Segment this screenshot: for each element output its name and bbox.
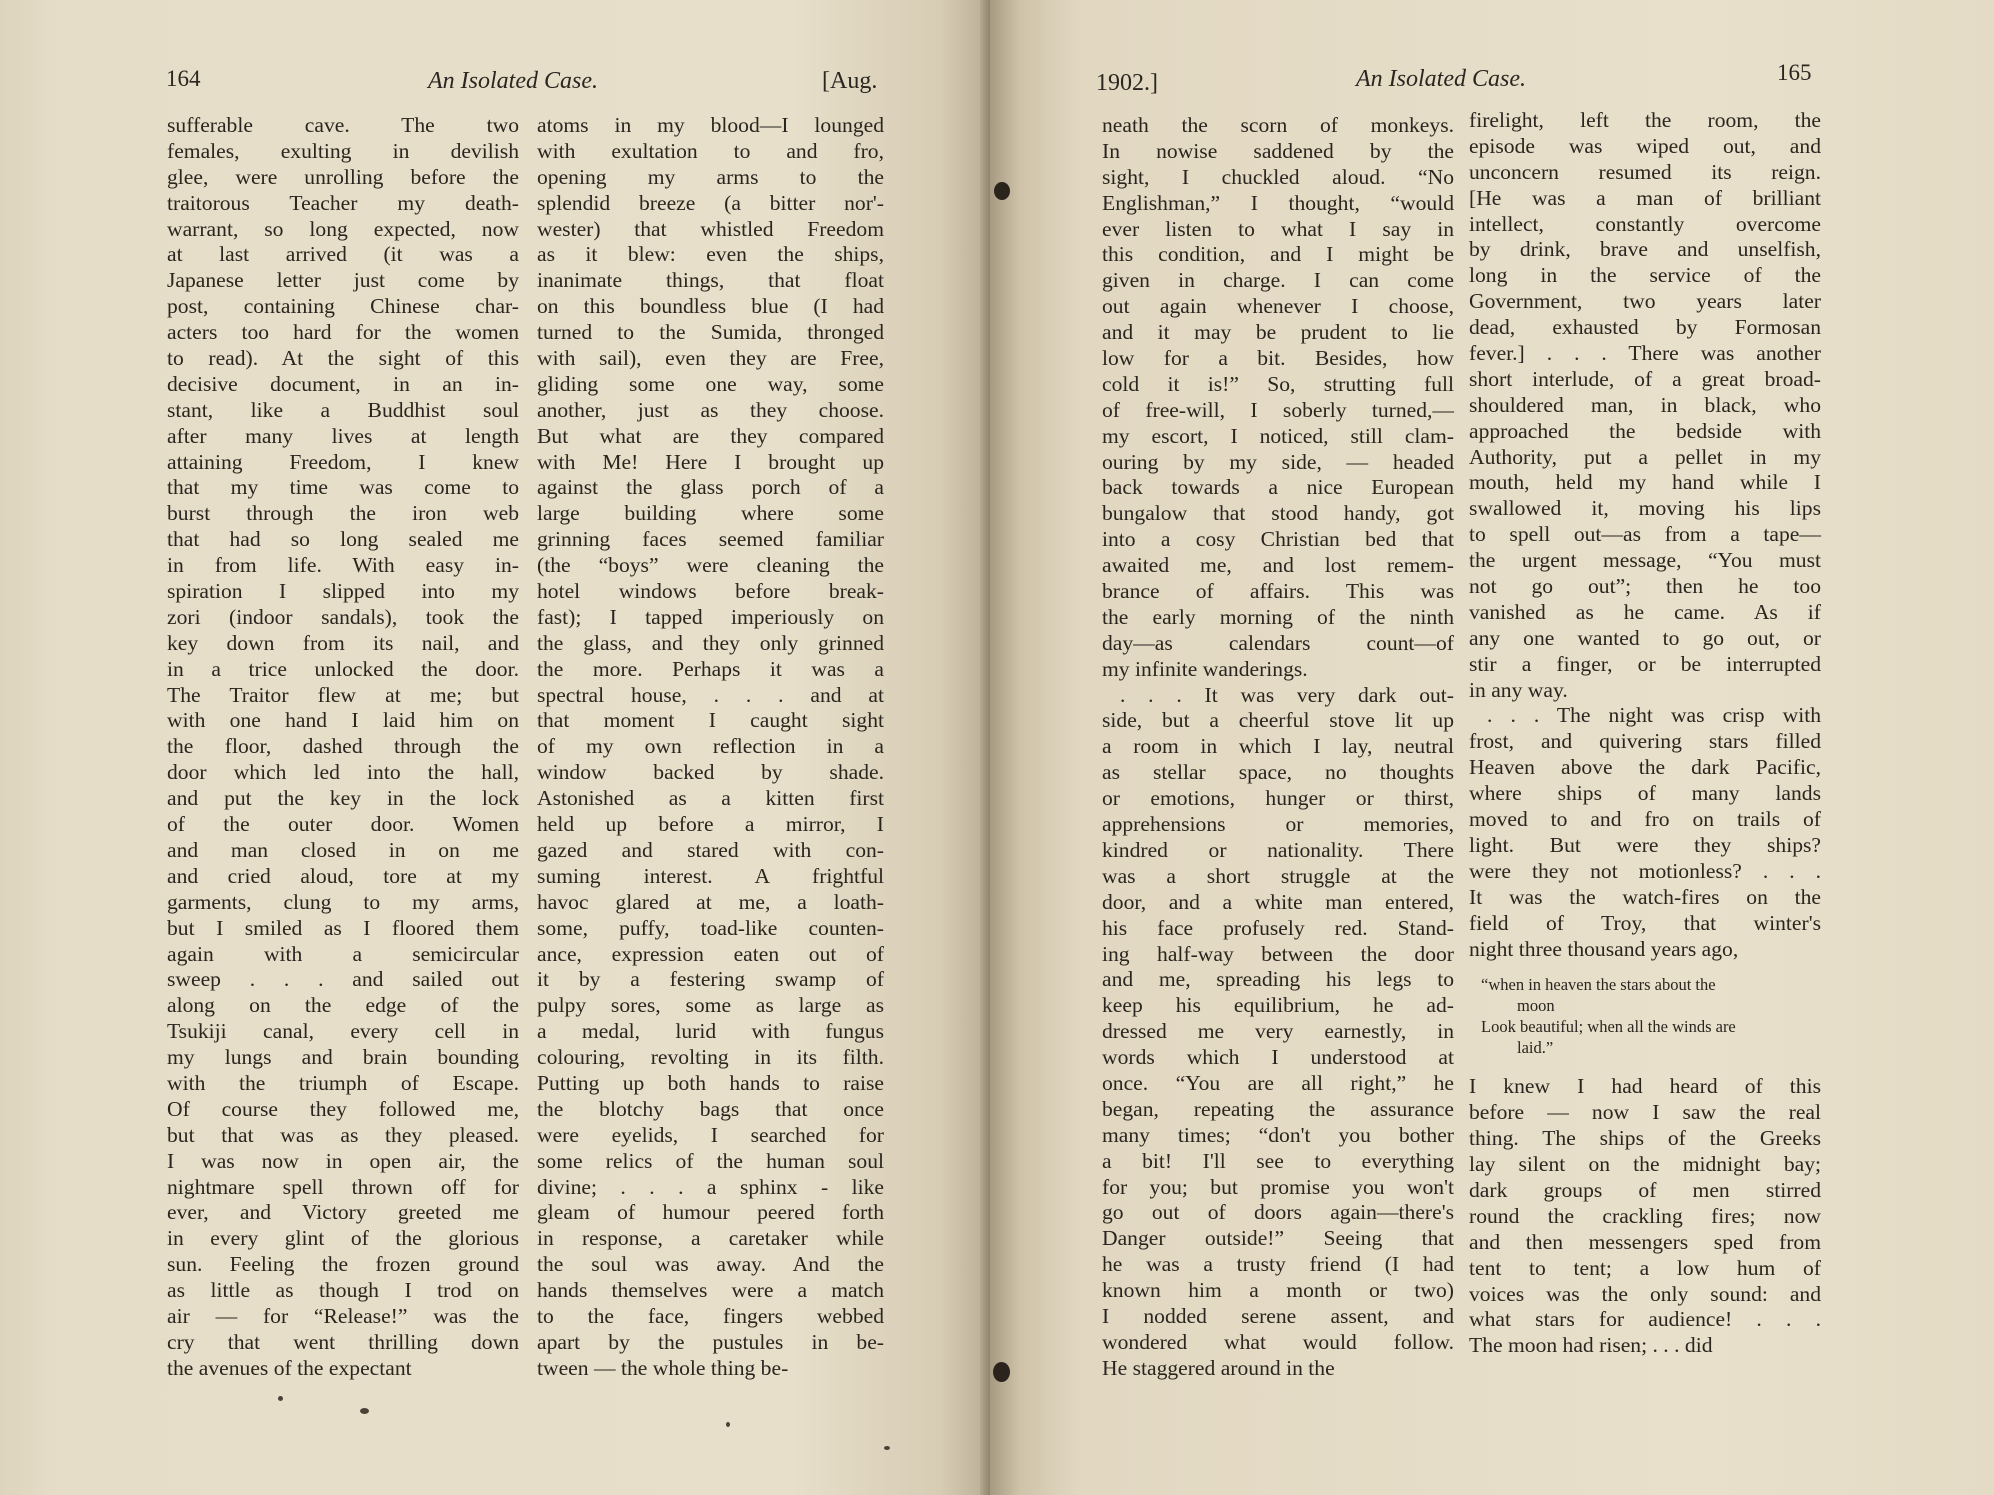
text-line: dressed me very earnestly, in <box>1102 1019 1454 1044</box>
text-line: dead, exhausted by Formosan <box>1469 315 1821 340</box>
binding-hole <box>993 1362 1010 1382</box>
text-line: episode was wiped out, and <box>1469 133 1821 158</box>
text-line: the floor, dashed through the <box>167 734 519 759</box>
text-line: apprehensions or memories, <box>1102 812 1454 837</box>
text-line: hotel windows before break- <box>537 579 884 604</box>
text-line: were they not motionless? . . . <box>1469 858 1821 883</box>
text-line: the soul was away. And the <box>537 1252 884 1277</box>
text-line: ouring by my side, — headed <box>1102 449 1454 474</box>
text-line: and put the key in the lock <box>167 786 519 811</box>
text-line: spectral house, . . . and at <box>537 682 884 707</box>
text-line: grinning faces seemed familiar <box>537 527 884 552</box>
page-number-right: 165 <box>1777 60 1812 85</box>
text-line: back towards a nice European <box>1102 475 1454 500</box>
text-line: Authority, put a pellet in my <box>1469 444 1821 469</box>
text-line: ance, expression eaten out of <box>537 941 884 966</box>
text-line: was a short struggle at the <box>1102 863 1454 888</box>
ink-speck <box>884 1446 890 1450</box>
text-line: but I smiled as I floored them <box>167 915 519 940</box>
text-line: cry that went thrilling down <box>167 1329 519 1354</box>
text-line: awaited me, and lost remem- <box>1102 553 1454 578</box>
text-line: by drink, brave and unselfish, <box>1469 237 1821 262</box>
text-line: door which led into the hall, <box>167 760 519 785</box>
right-page <box>990 0 1994 1495</box>
text-line: Englishman,” I thought, “would <box>1102 190 1454 215</box>
text-line: . . . It was very dark out- <box>1120 682 1454 707</box>
text-line: where ships of many lands <box>1469 781 1821 806</box>
text-line: Putting up both hands to raise <box>537 1070 884 1095</box>
text-line: on this boundless blue (I had <box>537 294 884 319</box>
text-line: that my time was come to <box>167 475 519 500</box>
text-line: short interlude, of a great broad- <box>1469 366 1821 391</box>
text-line: moved to and fro on trails of <box>1469 807 1821 832</box>
text-line: lay silent on the midnight bay; <box>1469 1152 1821 1177</box>
text-line: burst through the iron web <box>167 501 519 526</box>
text-line: thing. The ships of the Greeks <box>1469 1126 1821 1151</box>
text-line: garments, clung to my arms, <box>167 889 519 914</box>
text-line: held up before a mirror, I <box>537 812 884 837</box>
quote-line: Look beautiful; when all the winds are <box>1481 1017 1736 1037</box>
text-line: inanimate things, that float <box>537 268 884 293</box>
text-line: air — for “Release!” was the <box>167 1303 519 1328</box>
text-line: apart by the pustules in be- <box>537 1329 884 1354</box>
text-line: splendid breeze (a bitter nor'- <box>537 190 884 215</box>
text-line: known him a month or two) <box>1102 1278 1454 1303</box>
text-line: voices was the only sound: and <box>1469 1281 1821 1306</box>
text-line: another, just as they choose. <box>537 397 884 422</box>
text-line: Japanese letter just come by <box>167 268 519 293</box>
text-line: long in the service of the <box>1469 263 1821 288</box>
text-line: as little as though I trod on <box>167 1278 519 1303</box>
text-line: cold it is!” So, strutting full <box>1102 371 1454 396</box>
text-line: . . . The night was crisp with <box>1487 703 1821 728</box>
text-line: dark groups of men stirred <box>1469 1177 1821 1202</box>
ink-speck <box>278 1396 283 1401</box>
text-line: stir a finger, or be interrupted <box>1469 651 1821 676</box>
text-line: [He was a man of brilliant <box>1469 185 1821 210</box>
running-title-left: An Isolated Case. <box>428 68 598 94</box>
text-line: that moment I caught sight <box>537 708 884 733</box>
text-line: with Me! Here I brought up <box>537 449 884 474</box>
text-line: given in charge. I can come <box>1102 268 1454 293</box>
text-line: nightmare spell thrown off for <box>167 1174 519 1199</box>
text-line: or emotions, hunger or thirst, <box>1102 786 1454 811</box>
text-line: atoms in my blood—I lounged <box>537 113 884 137</box>
text-line: and man closed in on me <box>167 837 519 862</box>
text-line: mouth, held my hand while I <box>1469 470 1821 495</box>
text-line: vanished as he came. As if <box>1469 599 1821 624</box>
binding-hole <box>994 182 1010 200</box>
text-line: attaining Freedom, I knew <box>167 449 519 474</box>
running-date-left: [Aug. <box>822 68 878 94</box>
text-line: round the crackling fires; now <box>1469 1203 1821 1228</box>
column-text-after-quote <box>1469 1074 1821 1359</box>
text-line: brance of affairs. This was <box>1102 579 1454 604</box>
running-head-left <box>0 64 990 98</box>
text-line: unconcern resumed its reign. <box>1469 159 1821 184</box>
text-line: ing half-way between the door <box>1102 941 1454 966</box>
text-column-left-2 <box>537 113 884 1382</box>
text-line: of the outer door. Women <box>167 812 519 837</box>
text-line: gazed and stared with con- <box>537 837 884 862</box>
left-page <box>0 0 990 1495</box>
text-line: large building where some <box>537 501 884 526</box>
text-line: It was the watch-fires on the <box>1469 884 1821 909</box>
text-line: shouldered man, in black, who <box>1469 392 1821 417</box>
text-line: this condition, and I might be <box>1102 242 1454 267</box>
text-line: that had so long sealed me <box>167 527 519 552</box>
text-line: his face profusely red. Stand- <box>1102 915 1454 940</box>
text-line: in a trice unlocked the door. <box>167 656 519 681</box>
text-line: sweep . . . and sailed out <box>167 967 519 992</box>
text-line: In nowise saddened by the <box>1102 138 1454 163</box>
text-line: wester) that whistled Freedom <box>537 216 884 241</box>
text-line: sufferable cave. The two <box>167 113 519 137</box>
text-line: along on the edge of the <box>167 993 519 1018</box>
text-line: bungalow that stood handy, got <box>1102 501 1454 526</box>
text-line: what stars for audience! . . . <box>1469 1307 1821 1332</box>
text-line: window backed by shade. <box>537 760 884 785</box>
text-line: at last arrived (it was a <box>167 242 519 267</box>
text-line: in response, a caretaker while <box>537 1226 884 1251</box>
text-line: words which I understood at <box>1102 1045 1454 1070</box>
text-column-left-1 <box>167 113 519 1382</box>
text-line: as stellar space, no thoughts <box>1102 760 1454 785</box>
text-line: havoc glared at me, a loath- <box>537 889 884 914</box>
text-line: turned to the Sumida, thronged <box>537 320 884 345</box>
text-line: acters too hard for the women <box>167 320 519 345</box>
text-line: the early morning of the ninth <box>1102 604 1454 629</box>
text-line: in from life. With easy in- <box>167 553 519 578</box>
text-line: field of Troy, that winter's <box>1469 910 1821 935</box>
running-head-right <box>990 60 1994 98</box>
text-line: Danger outside!” Seeing that <box>1102 1226 1454 1251</box>
text-line: females, exulting in devilish <box>167 138 519 163</box>
text-line: Government, two years later <box>1469 289 1821 314</box>
quote-line: moon <box>1517 996 1555 1016</box>
text-line: of free-will, I soberly turned,— <box>1102 397 1454 422</box>
text-line: to read). At the sight of this <box>167 346 519 371</box>
text-line: it by a festering swamp of <box>537 967 884 992</box>
text-line: my infinite wanderings. <box>1102 656 1308 681</box>
text-line: many times; “don't you bother <box>1102 1122 1454 1147</box>
text-line: any one wanted to go out, or <box>1469 625 1821 650</box>
text-line: wondered what would follow. <box>1102 1329 1454 1354</box>
text-line: a medal, lurid with fungus <box>537 1019 884 1044</box>
text-line: my escort, I noticed, still clam- <box>1102 423 1454 448</box>
text-line: Heaven above the dark Pacific, <box>1469 755 1821 780</box>
text-line: suming interest. A frightful <box>537 863 884 888</box>
text-line: intellect, constantly overcome <box>1469 211 1821 236</box>
text-line: post, containing Chinese char- <box>167 294 519 319</box>
text-line: gliding some one way, some <box>537 371 884 396</box>
text-line: warrant, so long expected, now <box>167 216 519 241</box>
text-line: began, repeating the assurance <box>1102 1096 1454 1121</box>
text-line: (the “boys” were cleaning the <box>537 553 884 578</box>
text-line: ever listen to what I say in <box>1102 216 1454 241</box>
ink-speck <box>360 1408 369 1414</box>
text-line: again with a semicircular <box>167 941 519 966</box>
text-line: with the triumph of Escape. <box>167 1070 519 1095</box>
text-line: and then messengers sped from <box>1469 1229 1821 1254</box>
page-number-left: 164 <box>166 66 201 91</box>
text-line: to spell out—as from a tape— <box>1469 522 1821 547</box>
text-line: I nodded serene assent, and <box>1102 1303 1454 1328</box>
text-line: But what are they compared <box>537 423 884 448</box>
text-line: a bit! I'll see to everything <box>1102 1148 1454 1173</box>
text-line: the blotchy bags that once <box>537 1096 884 1121</box>
text-line: into a cosy Christian bed that <box>1102 527 1454 552</box>
text-line: spiration I slipped into my <box>167 579 519 604</box>
text-line: opening my arms to the <box>537 164 884 189</box>
text-line: neath the scorn of monkeys. <box>1102 113 1454 137</box>
text-line: for you; but promise you won't <box>1102 1174 1454 1199</box>
text-line: The moon had risen; . . . did <box>1469 1333 1713 1358</box>
text-line: and me, spreading his legs to <box>1102 967 1454 992</box>
text-line: before — now I saw the real <box>1469 1100 1821 1125</box>
text-line: some, puffy, toad-like counten- <box>537 915 884 940</box>
text-line: a room in which I lay, neutral <box>1102 734 1454 759</box>
text-line: tent to tent; a low hum of <box>1469 1255 1821 1280</box>
text-line: the more. Perhaps it was a <box>537 656 884 681</box>
text-line: door, and a white man entered, <box>1102 889 1454 914</box>
text-line: after many lives at length <box>167 423 519 448</box>
text-line: frost, and quivering stars filled <box>1469 729 1821 754</box>
running-title-right: An Isolated Case. <box>1356 66 1526 92</box>
text-line: day—as calendars count—of <box>1102 630 1454 655</box>
text-line: Astonished as a kitten first <box>537 786 884 811</box>
text-line: to the face, fingers webbed <box>537 1303 884 1328</box>
text-line: my lungs and brain bounding <box>167 1045 519 1070</box>
text-line: colouring, revolting in its filth. <box>537 1045 884 1070</box>
text-line: firelight, left the room, the <box>1469 108 1821 132</box>
text-line: the urgent message, “You must <box>1469 548 1821 573</box>
text-line: out again whenever I choose, <box>1102 294 1454 319</box>
text-line: were eyelids, I searched for <box>537 1122 884 1147</box>
text-line: with sail), even they are Free, <box>537 346 884 371</box>
text-line: zori (indoor sandals), took the <box>167 604 519 629</box>
text-line: glee, were unrolling before the <box>167 164 519 189</box>
text-line: go out of doors again—there's <box>1102 1200 1454 1225</box>
text-line: and cried aloud, tore at my <box>167 863 519 888</box>
text-column-right-1 <box>1102 113 1454 1382</box>
text-line: I knew I had heard of this <box>1469 1074 1821 1099</box>
text-line: side, but a cheerful stove lit up <box>1102 708 1454 733</box>
text-line: kindred or nationality. There <box>1102 837 1454 862</box>
running-date-right: 1902.] <box>1096 70 1158 96</box>
text-line: against the glass porch of a <box>537 475 884 500</box>
text-line: in any way. <box>1469 677 1568 702</box>
text-line: tween — the whole thing be- <box>537 1355 789 1380</box>
text-line: in every glint of the glorious <box>167 1226 519 1251</box>
text-line: hands themselves were a match <box>537 1278 884 1303</box>
text-line: keep his equilibrium, he ad- <box>1102 993 1454 1018</box>
text-line: stant, like a Buddhist soul <box>167 397 519 422</box>
text-column-right-2 <box>1469 108 1821 1359</box>
text-line: and it may be prudent to lie <box>1102 320 1454 345</box>
text-line: once. “You are all right,” he <box>1102 1070 1454 1095</box>
text-line: sight, I chuckled aloud. “No <box>1102 164 1454 189</box>
text-line: key down from its nail, and <box>167 630 519 655</box>
text-line: approached the bedside with <box>1469 418 1821 443</box>
quote-line: laid.” <box>1517 1038 1554 1058</box>
text-line: I was now in open air, the <box>167 1148 519 1173</box>
text-line: as it blew: even the ships, <box>537 242 884 267</box>
text-line: Tsukiji canal, every cell in <box>167 1019 519 1044</box>
quote-line: “when in heaven the stars about the <box>1481 975 1716 995</box>
text-line: gleam of humour peered forth <box>537 1200 884 1225</box>
text-line: light. But were they ships? <box>1469 832 1821 857</box>
text-line: sun. Feeling the frozen ground <box>167 1252 519 1277</box>
text-line: decisive document, in an in- <box>167 371 519 396</box>
text-line: fever.] . . . There was another <box>1469 341 1821 366</box>
text-line: he was a trusty friend (I had <box>1102 1252 1454 1277</box>
text-line: traitorous Teacher my death- <box>167 190 519 215</box>
text-line: low for a bit. Besides, how <box>1102 346 1454 371</box>
homer-quotation <box>1481 974 1821 1058</box>
text-line: with one hand I laid him on <box>167 708 519 733</box>
text-line: Of course they followed me, <box>167 1096 519 1121</box>
text-line: He staggered around in the <box>1102 1355 1335 1380</box>
text-line: divine; . . . a sphinx - like <box>537 1174 884 1199</box>
text-line: the glass, and they only grinned <box>537 630 884 655</box>
text-line: the avenues of the expectant <box>167 1355 412 1380</box>
text-line: not go out”; then he too <box>1469 574 1821 599</box>
ink-speck <box>726 1422 730 1427</box>
text-line: fast); I tapped imperiously on <box>537 604 884 629</box>
text-line: but that was as they pleased. <box>167 1122 519 1147</box>
text-line: pulpy sores, some as large as <box>537 993 884 1018</box>
text-line: some relics of the human soul <box>537 1148 884 1173</box>
text-line: swallowed it, moving his lips <box>1469 496 1821 521</box>
text-line: ever, and Victory greeted me <box>167 1200 519 1225</box>
text-line: night three thousand years ago, <box>1469 936 1739 961</box>
text-line: of my own reflection in a <box>537 734 884 759</box>
column-text <box>1469 108 1821 962</box>
text-line: The Traitor flew at me; but <box>167 682 519 707</box>
text-line: with exultation to and fro, <box>537 138 884 163</box>
